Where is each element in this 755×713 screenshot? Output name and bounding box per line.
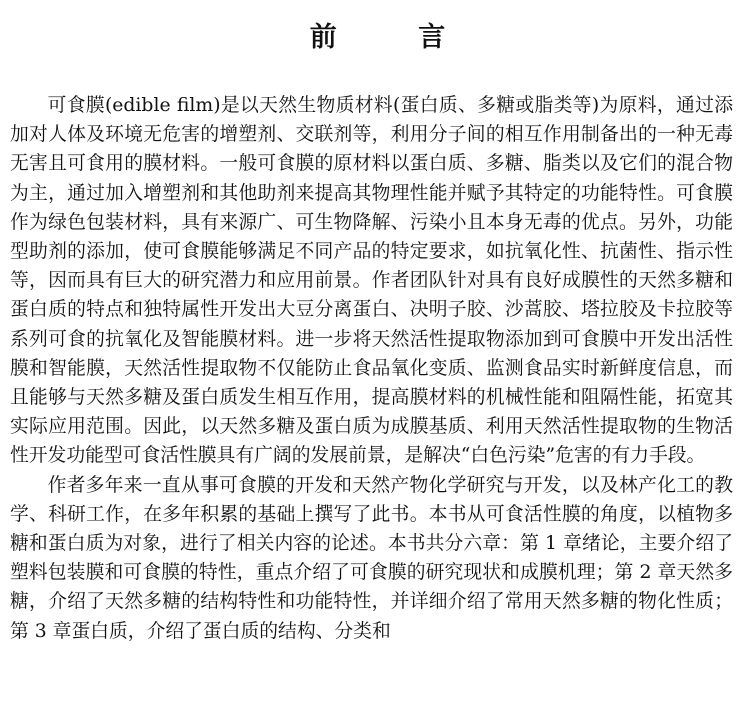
- preface-body: [10, 91, 733, 646]
- paragraph-2: 作者多年来一直从事可食膜的开发和天然产物化学研究与开发，以及林产化工的教学、科研工作，在多年积累的基础上撰写了此书。本书从可食活性膜的角度，以植物多糖和蛋白质为对象，进行了相关内容的论述。本书共分六章：第 1 章绪论，主要介绍了塑料包装膜和可食膜的特性，重点介绍了可食膜的研究现状和成膜机理；第 2 章天然多糖，介绍了天然多糖的结构特性和功能特性，并详细介绍了常用天然多糖的物化性质；第 3 章蛋白质，介绍了蛋白质的结构、分类和: [10, 474, 733, 642]
- page-title: 前 言: [309, 22, 482, 53]
- paragraph-1: 可食膜(edible film)是以天然生物质材料(蛋白质、多糖或脂类等)为原料，通过添加对人体及环境无危害的增塑剂、交联剂等，利用分子间的相互作用制备出的一种无毒无害且可食用的膜材料。一般可食膜的原材料以蛋白质、多糖、脂类以及它们的混合物为主，通过加入增塑剂和其他助剂来提高其物理性能并赋予其特定的功能特性。可食膜作为绿色包装材料，具有来源广、可生物降解、污染小且本身无毒的优点。另外，功能型助剂的添加，使可食膜能够满足不同产品的特定要求，如抗氧化性、抗菌性、指示性等，因而具有巨大的研究潜力和应用前景。作者团队针对具有良好成膜性的天然多糖和蛋白质的特点和独特属性开发出大豆分离蛋白、决明子胶、沙蒿胶、塔拉胶及卡拉胶等系列可食的抗氧化及智能膜材料。进一步将天然活性提取物添加到可食膜中开发出活性膜和智能膜，天然活性提取物不仅能防止食品氧化变质、监测食品实时新鲜度信息，而且能够与天然多糖及蛋白质发生相互作用，提高膜材料的机械性能和阻隔性能，拓宽其实际应用范围。因此，以天然多糖及蛋白质为成膜基质、利用天然活性提取物的生物活性开发功能型可食活性膜具有广阔的发展前景，是解决“白色污染”危害的有力手段。: [10, 95, 733, 467]
